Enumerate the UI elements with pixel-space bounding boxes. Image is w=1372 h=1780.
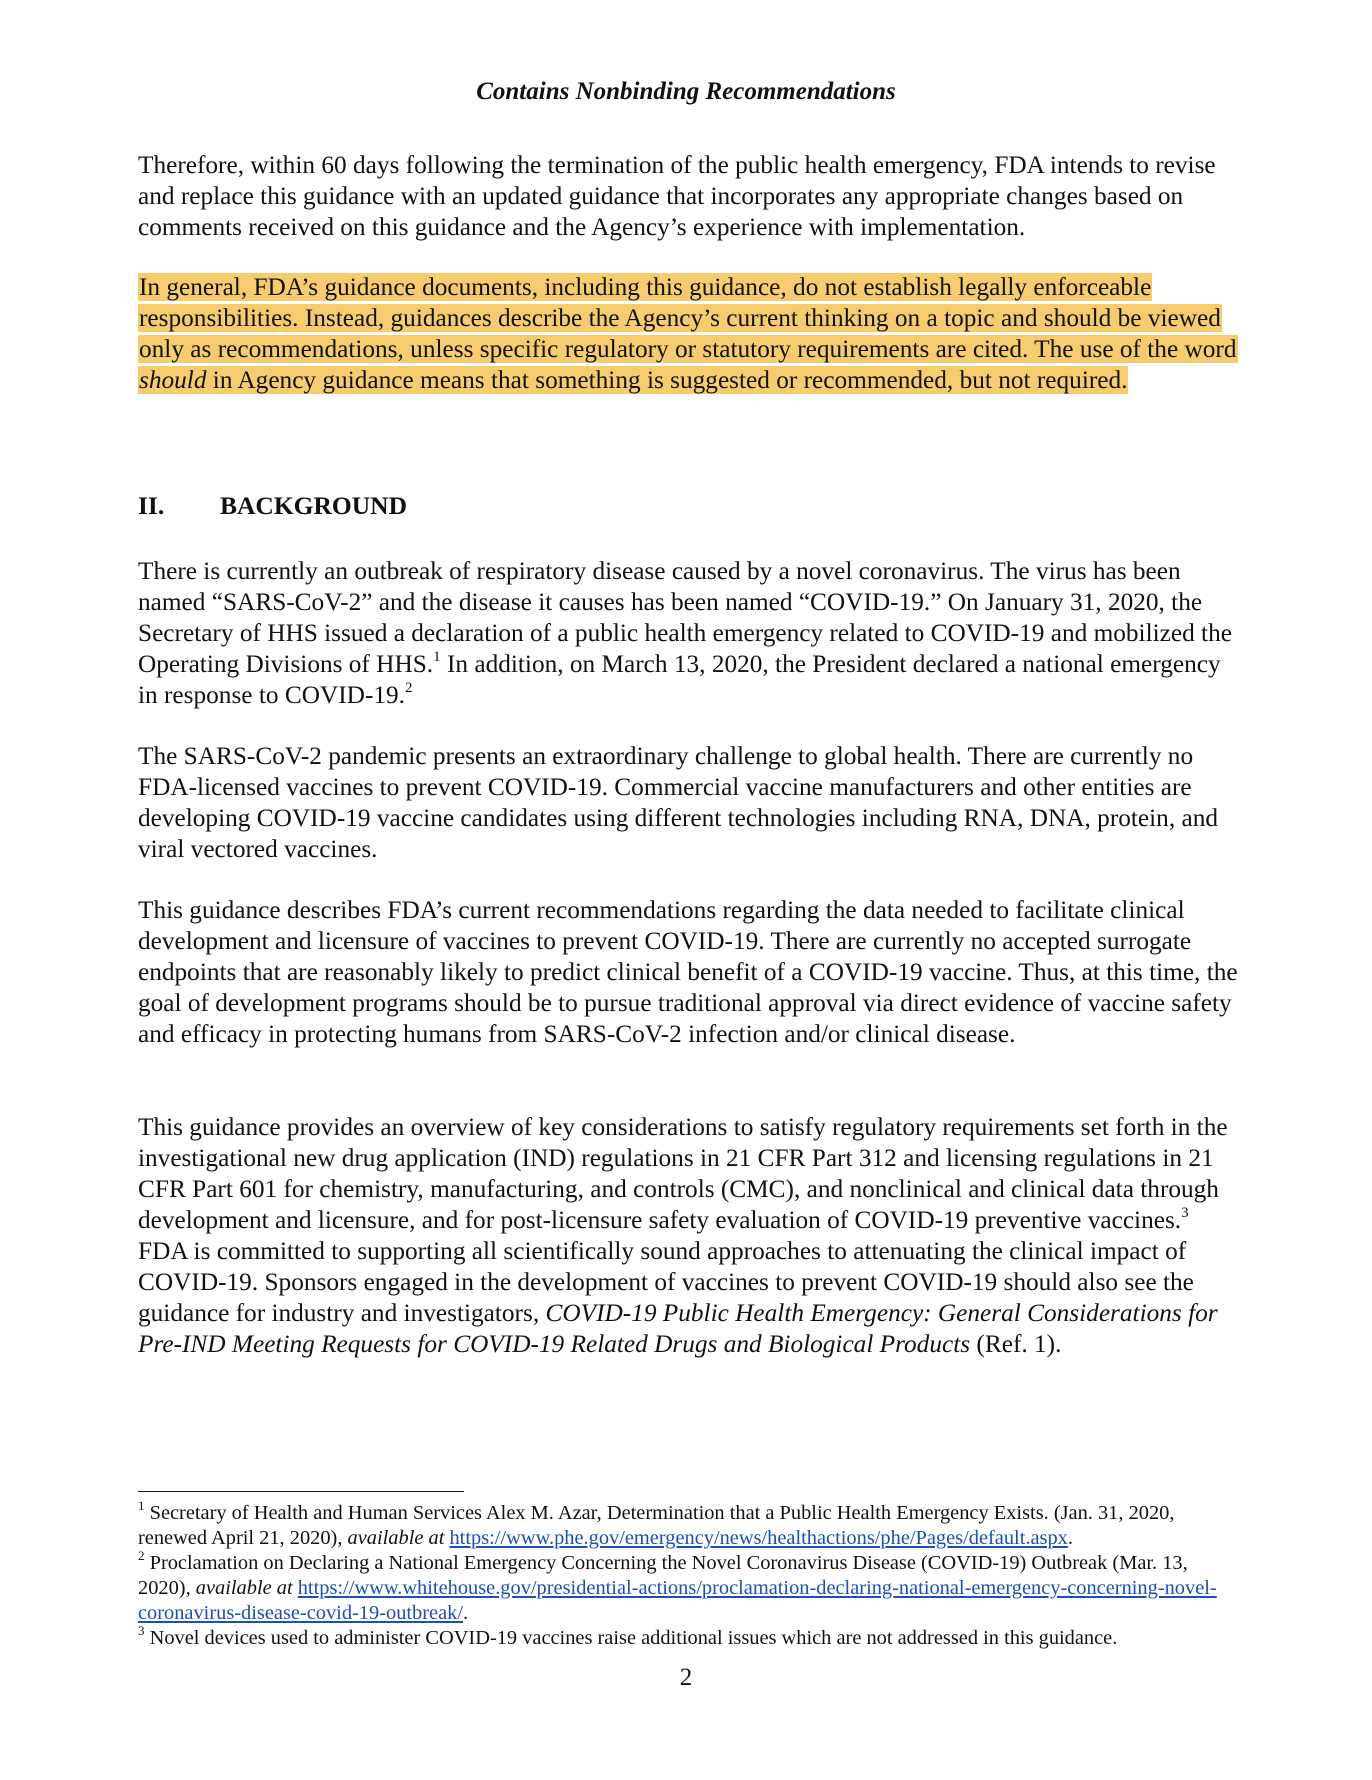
paragraph-recommendations: This guidance describes FDA’s current recommendations regarding the data needed to facilitate clinical development and licensure of vaccines to prevent COVID-19. There are currently no accepted surrogate endpoints that are reasonably likely to predict clinical benefit of a COVID-19 vaccine. Thus, at this time, the goal of development programs should be to pursue traditional approval via direct evidence of vaccine safety and efficacy in protecting humans from SARS-CoV-2 infection and/or clinical disease.: [138, 896, 1238, 1048]
paragraph-pandemic: The SARS-CoV-2 pandemic presents an extraordinary challenge to global health. There are currently no FDA-licensed vaccines to prevent COVID-19. Commercial vaccine manufacturers and other entities are developing COVID-19 vaccine candidates using different technologies including RNA, DNA, protein, and viral vectored vaccines.: [138, 742, 1219, 863]
footnote-divider: [138, 1491, 464, 1492]
footnote-2: $^2$ Proclamation on Declaring a National Emergency Concerning the Novel Coronavirus Disease (COVID-19) Outbreak (Mar. 13, 2020), available at https://www.whitehouse.gov/presidential-actions/proclamation-declaring-national-emergency-concerning-novel-coronavirus-disease-covid-19-outbreak/.: [138, 1548, 1217, 1624]
footnote-ref-2[interactable]: 2: [405, 679, 413, 696]
footnote-1-link[interactable]: https://www.phe.gov/emergency/news/healthactions/phe/Pages/default.aspx: [449, 1527, 1068, 1549]
page-header: Contains Nonbinding Recommendations: [476, 78, 896, 105]
footnote-2-link[interactable]: https://www.whitehouse.gov/presidential-actions/proclamation-declaring-national-emergency-concerning-novel-coronavirus-disease-covid-19-outbreak/: [138, 1577, 1217, 1624]
footnote-3: $^3$ Novel devices used to administer COVID-19 vaccines raise additional issues which are not addressed in this guidance.: [138, 1623, 1118, 1649]
section-title: BACKGROUND: [220, 491, 408, 520]
paragraph-overview: This guidance provides an overview of key considerations to satisfy regulatory requirements set forth in the investigational new drug application (IND) regulations in 21 CFR Part 312 and licensing regulations in 21 CFR Part 601 for chemistry, manufacturing, and controls (CMC), and nonclinical and clinical data through development and licensure, and for post-licensure safety evaluation of COVID-19 preventive vaccines.$^3$ FDA is committed to supporting all scientifically sound approaches to attenuating the clinical impact of COVID-19. Sponsors engaged in the development of vaccines to prevent COVID-19 should also see the guidance for industry and investigators, COVID-19 Public Health Emergency: General Considerations for Pre-IND Meeting Requests for COVID-19 Related Drugs and Biological Products (Ref. 1).: [138, 1113, 1228, 1358]
section-number: II.: [138, 491, 165, 520]
highlighted-text: In general, FDA’s guidance documents, including this guidance, do not establish legally enforceable responsibilities. Instead, guidances describe the Agency’s current thinking on a topic and should be viewed only as recommendations, unless specific regulatory or statutory requirements are cited. The use of the word should in Agency guidance means that something is suggested or recommended, but not required.: [139, 273, 1237, 394]
footnote-ref-3[interactable]: 3: [1181, 1204, 1189, 1221]
referenced-guidance-title: COVID-19 Public Health Emergency: General Considerations for Pre-IND Meeting Requests for COVID-19 Related Drugs and Biological Products: [138, 1299, 1218, 1358]
paragraph-outbreak: There is currently an outbreak of respiratory disease caused by a novel coronavirus. The virus has been named “SARS-CoV-2” and the disease it causes has been named “COVID-19.” On January 31, 2020, the Secretary of HHS issued a declaration of a public health emergency related to COVID-19 and mobilized the Operating Divisions of HHS.$^1$ In addition, on March 13, 2020, the President declared a national emergency in response to COVID-19.$^2$: [138, 557, 1232, 709]
footnote-ref-1[interactable]: 1: [433, 648, 441, 665]
page-number: 2: [679, 1664, 693, 1691]
paragraph-revision: Therefore, within 60 days following the termination of the public health emergency, FDA intends to revise and replace this guidance with an updated guidance that incorporates any appropriate changes based on comments received on this guidance and the Agency’s experience with implementation.: [138, 151, 1216, 241]
paragraph-nonbinding: [138, 272, 1238, 396]
section-heading: [138, 490, 407, 521]
footnote-1: $^1$ Secretary of Health and Human Services Alex M. Azar, Determination that a Public Health Emergency Exists. (Jan. 31, 2020, renewed April 21, 2020), available at https://www.phe.gov/emergency/news/healthactions/phe/Pages/default.aspx.: [138, 1498, 1175, 1549]
